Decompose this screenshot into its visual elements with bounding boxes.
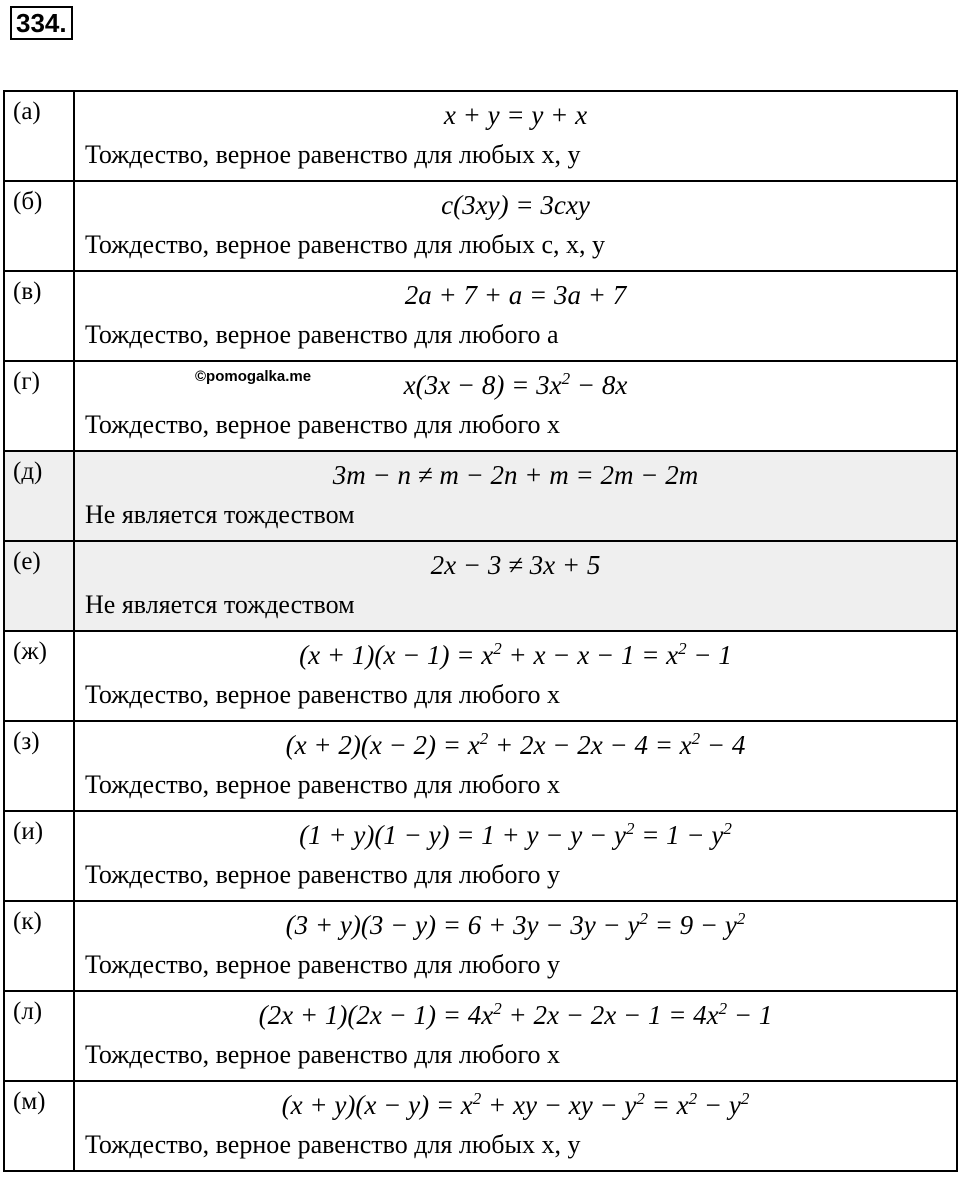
watermark-text: ©pomogalka.me (195, 368, 312, 385)
row-label: (з) (4, 721, 74, 811)
row-description: Тождество, верное равенство для любых c, x, y (85, 230, 606, 259)
formula: x + y = y + x (443, 100, 588, 130)
formula: c(3xy) = 3cxy (441, 190, 590, 220)
row-content (74, 1081, 957, 1171)
table-row (4, 901, 957, 991)
row-description: Тождество, верное равенство для любых x, y (85, 1130, 581, 1159)
row-label: (а) (4, 91, 74, 181)
problem-number: 334. (10, 6, 73, 40)
row-label: (б) (4, 181, 74, 271)
row-label: (е) (4, 541, 74, 631)
row-content (74, 901, 957, 991)
row-content (74, 811, 957, 901)
row-description: Тождество, верное равенство для любого x (85, 770, 561, 799)
table-row (4, 811, 957, 901)
table-row (4, 721, 957, 811)
row-description: Не является тождеством (85, 500, 355, 529)
solution-table (3, 90, 958, 1172)
row-content (74, 361, 957, 451)
row-label: (л) (4, 991, 74, 1081)
row-label: (г) (4, 361, 74, 451)
formula: $(3 + y)(3 - y) = 6 + 3y - 3y - y^2 = 9 - y^2$ (285, 909, 746, 940)
formula: 2a + 7 + a = 3a + 7 (404, 280, 627, 310)
table-row (4, 361, 957, 451)
row-content (74, 541, 957, 631)
formula: $(x + y)(x - y) = x^2$ + xy − xy − $y^2 = x^2 - y^2$ (281, 1089, 750, 1120)
row-content (74, 451, 957, 541)
row-content (74, 91, 957, 181)
table-row (4, 181, 957, 271)
formula: $x(3x - 8) = 3x^2 - 8x$ (403, 369, 628, 400)
table-row (4, 631, 957, 721)
row-label: (в) (4, 271, 74, 361)
row-content (74, 991, 957, 1081)
formula: $(1 + y)(1 - y) = 1 + y - y - y^2 = 1 - y^2$ (299, 819, 732, 850)
table-row (4, 541, 957, 631)
row-label: (ж) (4, 631, 74, 721)
formula: $(x + 1)(x - 1) = x^2 + x - x - 1 = x^2 - 1$ (299, 639, 732, 670)
row-content (74, 271, 957, 361)
formula: 2x − 3 ≠ 3x + 5 (430, 550, 601, 580)
formula: $(2x + 1)(2x - 1) = 4x^2 + 2x - 2x - 1 = 4x^2 - 1$ (258, 999, 773, 1030)
row-label: (к) (4, 901, 74, 991)
row-label: (м) (4, 1081, 74, 1171)
table-row (4, 91, 957, 181)
row-content (74, 181, 957, 271)
row-description: Тождество, верное равенство для любого y (85, 860, 561, 889)
table-row (4, 1081, 957, 1171)
row-description: Тождество, верное равенство для любого x (85, 680, 561, 709)
formula: $(x + 2)(x - 2) = x^2 + 2x - 2x - 4 = x^2 - 4$ (285, 729, 746, 760)
row-description: Тождество, верное равенство для любого a (85, 320, 559, 349)
table-row (4, 991, 957, 1081)
row-content (74, 721, 957, 811)
row-description: Тождество, верное равенство для любых x, y (85, 140, 581, 169)
row-label: (д) (4, 451, 74, 541)
row-description: Не является тождеством (85, 590, 355, 619)
table-row (4, 451, 957, 541)
row-content (74, 631, 957, 721)
formula: 3m − n ≠ m − 2n + m = 2m − 2m (332, 460, 699, 490)
row-label: (и) (4, 811, 74, 901)
row-description: Тождество, верное равенство для любого x (85, 410, 561, 439)
table-row (4, 271, 957, 361)
row-description: Тождество, верное равенство для любого y (85, 950, 561, 979)
row-description: Тождество, верное равенство для любого x (85, 1040, 561, 1069)
